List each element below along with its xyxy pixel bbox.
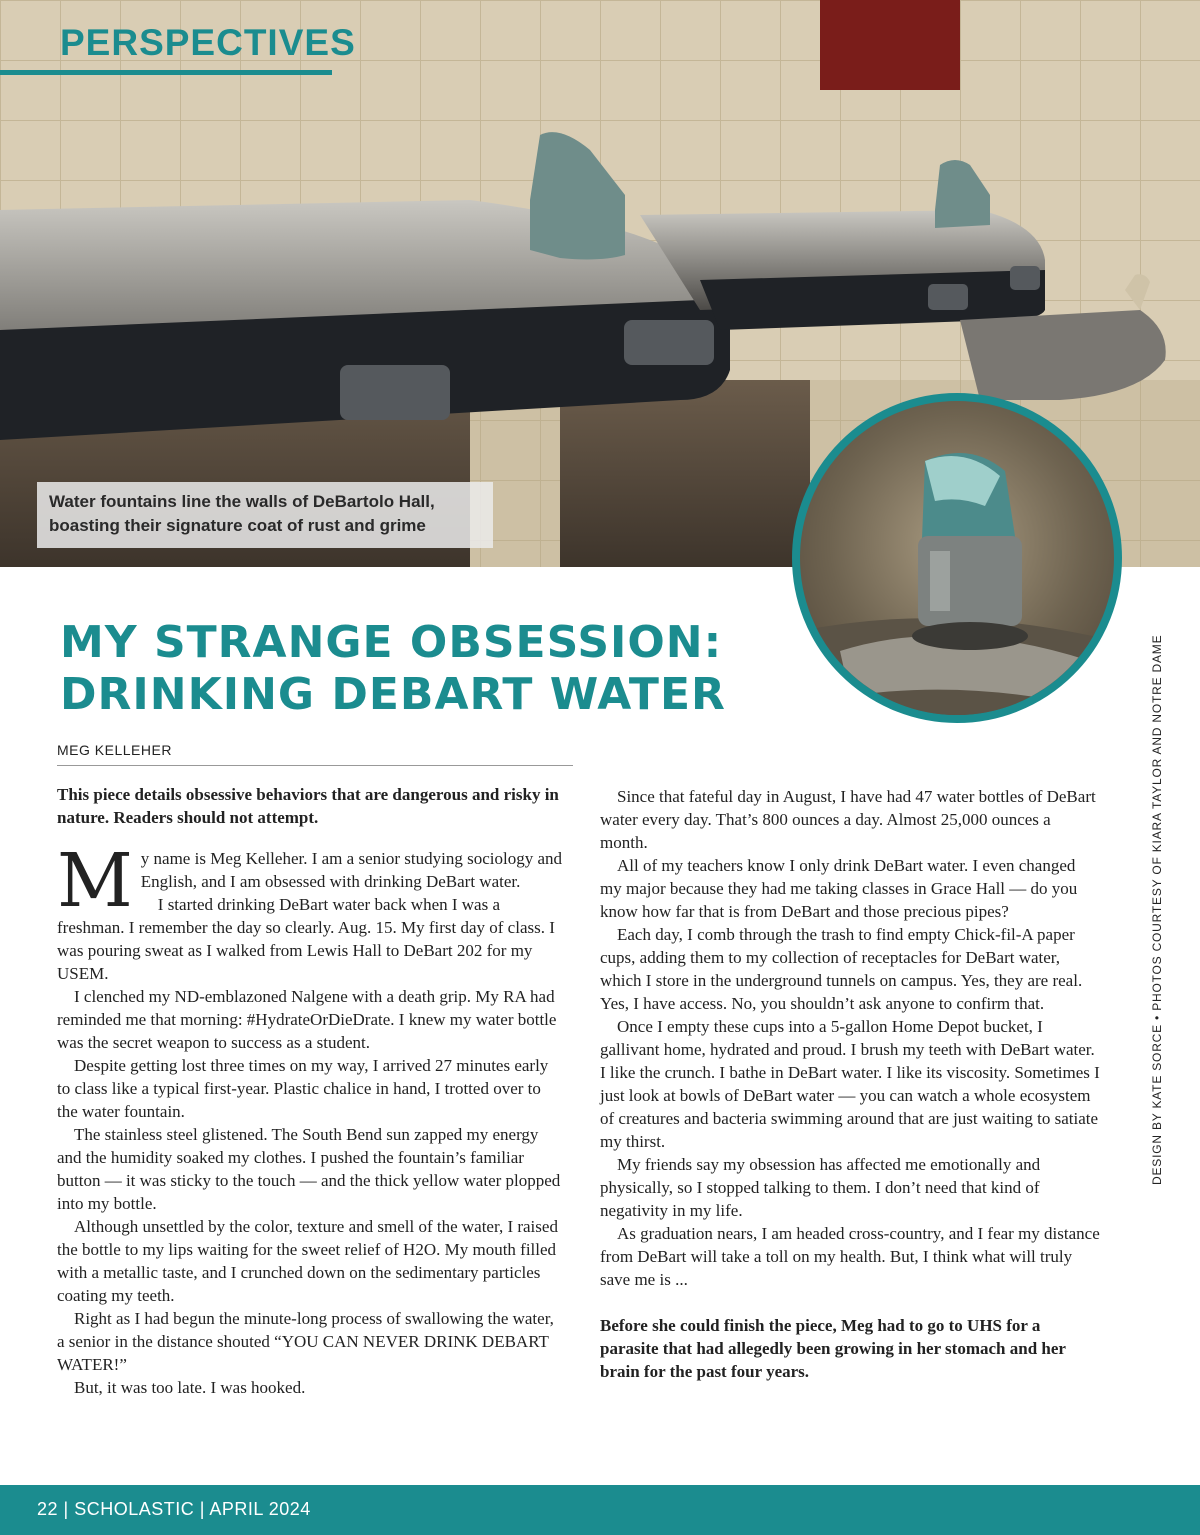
- spout-closeup-illustration: [800, 401, 1114, 715]
- photo-caption: Water fountains line the walls of DeBartolo Hall, boasting their signature coat of rust and grime: [49, 492, 435, 535]
- body-paragraph: Since that fateful day in August, I have had 47 water bottles of DeBart water every day. That’s 800 ounces a day. Almost 25,000 ounces a month.: [600, 787, 1096, 852]
- spout-closeup-photo: [792, 393, 1122, 723]
- byline-divider: [57, 765, 573, 766]
- lead-paragraph: [57, 838, 562, 924]
- photo-caption-box: [37, 482, 493, 548]
- article-column-2: [600, 785, 1100, 1383]
- folio: 22 | SCHOLASTIC | APRIL 2024: [37, 1499, 311, 1519]
- body-paragraph: All of my teachers know I only drink DeBart water. I even changed my major because they had me taking classes in Grace Hall — do you know how far that is from DeBart and those precious pipes?: [600, 856, 1078, 921]
- body-paragraph: Once I empty these cups into a 5-gallon Home Depot bucket, I gallivant home, hydrated and proud. I brush my teeth with DeBart water. I like the crunch. I bathe in DeBart water. I like its viscosity. Sometimes I just look at bowls of DeBart water — you can watch a whole ecosystem of creatures and bacteria swimming around that are just waiting to satiate my thirst.: [600, 1017, 1100, 1151]
- section-label: PERSPECTIVES: [60, 22, 356, 63]
- editor-note: Before she could finish the piece, Meg had to go to UHS for a parasite that had allegedly been growing in her stomach and her brain for the past four years.: [600, 1316, 1066, 1381]
- body-paragraph: Although unsettled by the color, texture and smell of the water, I raised the bottle to my lips waiting for the sweet relief of H2O. My mouth filled with a metallic taste, and I crunched down on the sedimentary particles coating my teeth.: [57, 1217, 558, 1305]
- body-paragraph: Despite getting lost three times on my way, I arrived 27 minutes early to class like a typical first-year. Plastic chalice in hand, I trotted over to the water fountain.: [57, 1056, 549, 1121]
- body-paragraph: My friends say my obsession has affected me emotionally and physically, so I stopped talking to them. I don’t need that kind of negativity in my life.: [600, 1155, 1041, 1220]
- article-headline: MY STRANGE OBSESSION: DRINKING DEBART WATER: [60, 617, 726, 720]
- body-paragraph: But, it was too late. I was hooked.: [74, 1378, 306, 1397]
- lead-text: y name is Meg Kelleher. I am a senior studying sociology and English, and I am obsessed with drinking DeBart water.: [140, 849, 562, 891]
- page-footer: [0, 1485, 1200, 1535]
- body-paragraph: I clenched my ND-emblazoned Nalgene with a death grip. My RA had reminded me that morning: #HydrateOrDieDrate. I knew my water bottle was the secret weapon to success as a student.: [57, 987, 557, 1052]
- drop-cap: M: [57, 838, 133, 924]
- body-paragraph: Each day, I comb through the trash to find empty Chick-fil-A paper cups, adding them to my collection of receptacles for DeBart water, which I store in the underground tunnels on campus. Yes, they are real. Yes, I have access. No, you shouldn’t ask anyone to confirm that.: [600, 925, 1083, 1013]
- author-byline: MEG KELLEHER: [57, 742, 172, 758]
- disclaimer: This piece details obsessive behaviors that are dangerous and risky in nature. Readers should not attempt.: [57, 785, 559, 827]
- body-paragraph: Right as I had begun the minute-long process of swallowing the water, a senior in the distance shouted “YOU CAN NEVER DRINK DEBART WATER!”: [57, 1309, 554, 1374]
- body-paragraph: The stainless steel glistened. The South Bend sun zapped my energy and the humidity soaked my clothes. I pushed the fountain’s familiar button — it was sticky to the touch — and the thick yellow water plopped into my bottle.: [57, 1125, 561, 1213]
- design-photo-credits: DESIGN BY KATE SORCE • PHOTOS COURTESY OF KIARA TAYLOR AND NOTRE DAME: [1150, 634, 1164, 1185]
- body-paragraph: I started drinking DeBart water back when I was a freshman. I remember the day so clearly. Aug. 15. My first day of class. I was pouring sweat as I walked from Lewis Hall to DeBart 202 for my USEM.: [57, 895, 555, 983]
- section-underline: [0, 70, 332, 75]
- body-paragraph: As graduation nears, I am headed cross-country, and I fear my distance from DeBart will take a toll on my health. But, I think what will truly save me is ...: [600, 1224, 1100, 1289]
- article-column-1: [57, 783, 562, 1399]
